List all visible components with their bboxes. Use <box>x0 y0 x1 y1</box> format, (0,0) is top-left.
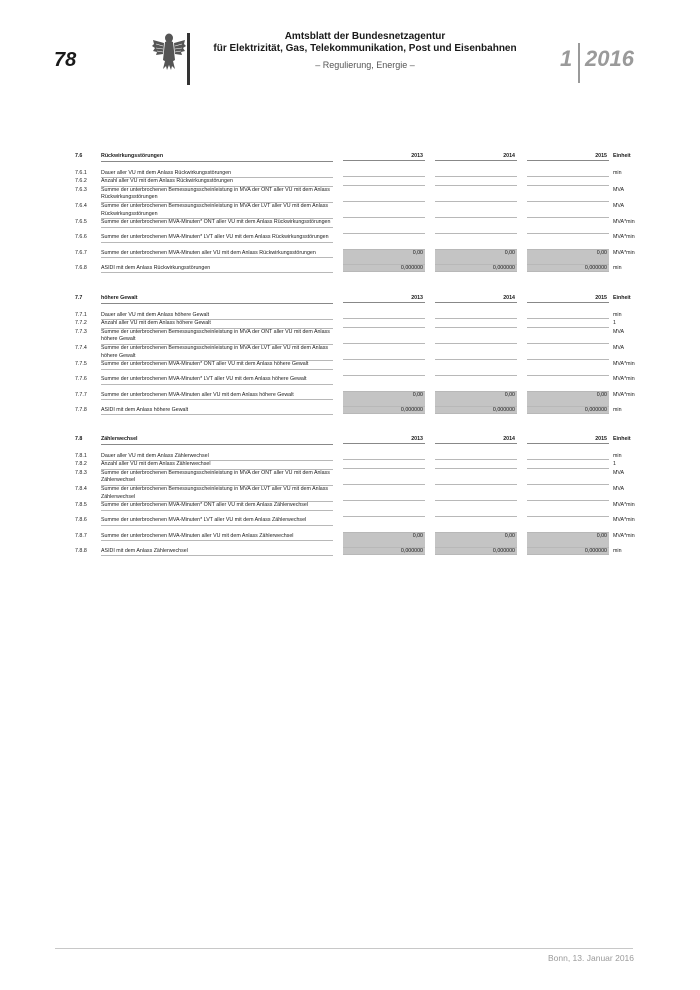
row-unit: MVA*min <box>613 249 635 256</box>
table-row <box>75 453 645 462</box>
row-number: 7.7.4 <box>75 344 87 351</box>
table-row <box>75 265 645 274</box>
table-row <box>75 203 645 219</box>
row-number: 7.7.1 <box>75 311 87 318</box>
issue-number: 1 <box>560 46 573 71</box>
gazette-title-line2: für Elektrizität, Gas, Telekommunikation, Post und Eisenbahnen <box>213 43 517 54</box>
col-header-2013: 2013 <box>343 153 425 161</box>
gazette-subtitle: – Regulierung, Energie – <box>315 60 415 70</box>
gazette-title-line1: Amtsblatt der Bundesnetzagentur <box>284 31 446 42</box>
section-number: 7.7 <box>75 295 83 301</box>
cell-2013 <box>343 178 425 186</box>
row-number: 7.7.7 <box>75 391 87 398</box>
cell-2013 <box>343 517 425 532</box>
cell-2015 <box>527 203 609 218</box>
section-header <box>75 295 645 304</box>
cell-2015: 0,000000 <box>527 265 609 273</box>
table-row <box>75 250 645 265</box>
row-label: Summe der unterbrochenen MVA-Minuten aller VU mit dem Anlass höhere Gewalt <box>101 392 333 401</box>
row-number: 7.8.6 <box>75 517 87 524</box>
cell-2015: 0,000000 <box>527 407 609 415</box>
table-row <box>75 376 645 391</box>
table-row <box>75 170 645 179</box>
cell-2013 <box>343 453 425 461</box>
cell-2014: 0,000000 <box>435 265 517 273</box>
cell-2015 <box>527 453 609 461</box>
row-label: Summe der unterbrochenen MVA-Minuten* ONT aller VU mit dem Anlass höhere Gewalt <box>101 361 333 370</box>
row-label: Summe der unterbrochenen MVA-Minuten* ONT aller VU mit dem Anlass Rückwirkungsstörungen <box>101 219 333 228</box>
cell-2014 <box>435 203 517 218</box>
section-title: höhere Gewalt <box>101 295 333 304</box>
cell-2013: 0,00 <box>343 250 425 265</box>
cell-2013: 0,00 <box>343 533 425 548</box>
table-row <box>75 234 645 249</box>
section-header <box>75 153 645 162</box>
row-unit: MVA*min <box>613 502 635 509</box>
cell-2015: 0,00 <box>527 533 609 548</box>
row-label: Summe der unterbrochenen Bemessungsscheinleistung in MVA der LVT aller VU mit dem Anlass Zählerwechsel <box>101 486 333 502</box>
cell-2014 <box>435 312 517 320</box>
cell-2014 <box>435 234 517 249</box>
cell-2014 <box>435 170 517 178</box>
row-label: Anzahl aller VU mit dem Anlass Zählerwechsel <box>101 461 333 470</box>
cell-2013 <box>343 486 425 501</box>
row-unit: 1 <box>613 320 616 327</box>
cell-2015 <box>527 345 609 360</box>
cell-2014 <box>435 178 517 186</box>
row-unit: MVA*min <box>613 234 635 241</box>
section-7-8 <box>75 436 645 556</box>
col-header-unit: Einheit <box>613 436 631 442</box>
row-label: Anzahl aller VU mit dem Anlass höhere Gewalt <box>101 320 333 329</box>
section-header <box>75 436 645 445</box>
row-label: Summe der unterbrochenen Bemessungsscheinleistung in MVA der LVT aller VU mit dem Anlass Rückwirkungsstörungen <box>101 203 333 219</box>
row-number: 7.7.8 <box>75 406 87 413</box>
table-row <box>75 361 645 376</box>
cell-2013 <box>343 320 425 328</box>
cell-2013 <box>343 312 425 320</box>
cell-2015 <box>527 312 609 320</box>
cell-2015: 0,000000 <box>527 548 609 556</box>
row-label: Summe der unterbrochenen Bemessungsscheinleistung in MVA der ONT aller VU mit dem Anlass höhere Gewalt <box>101 329 333 345</box>
cell-2013: 0,000000 <box>343 265 425 273</box>
cell-2013 <box>343 187 425 202</box>
col-header-2013: 2013 <box>343 295 425 303</box>
row-number: 7.7.6 <box>75 376 87 383</box>
col-header-2015: 2015 <box>527 153 609 161</box>
cell-2013 <box>343 361 425 376</box>
cell-2014 <box>435 502 517 517</box>
row-number: 7.6.7 <box>75 249 87 256</box>
row-number: 7.7.2 <box>75 320 87 327</box>
cell-2014 <box>435 453 517 461</box>
section-7-6 <box>75 153 645 273</box>
cell-2014: 0,000000 <box>435 407 517 415</box>
cell-2015 <box>527 502 609 517</box>
col-header-unit: Einheit <box>613 295 631 301</box>
row-label: Summe der unterbrochenen Bemessungsscheinleistung in MVA der ONT aller VU mit dem Anlass Zählerwechsel <box>101 470 333 486</box>
cell-2015 <box>527 219 609 234</box>
section-number: 7.8 <box>75 436 83 442</box>
row-number: 7.8.2 <box>75 461 87 468</box>
cell-2015 <box>527 486 609 501</box>
row-unit: MVA*min <box>613 376 635 383</box>
cell-2015 <box>527 320 609 328</box>
table-row <box>75 178 645 187</box>
row-label: Anzahl aller VU mit dem Anlass Rückwirkungsstörungen <box>101 178 333 187</box>
row-number: 7.6.1 <box>75 169 87 176</box>
cell-2014 <box>435 486 517 501</box>
table-row <box>75 187 645 203</box>
cell-2013: 0,00 <box>343 392 425 407</box>
table-row <box>75 345 645 361</box>
row-unit: min <box>613 547 622 554</box>
row-number: 7.6.2 <box>75 178 87 185</box>
cell-2015 <box>527 470 609 485</box>
cell-2013 <box>343 376 425 391</box>
row-unit: MVA*min <box>613 361 635 368</box>
cell-2013 <box>343 502 425 517</box>
footer-date: Bonn, 13. Januar 2016 <box>547 953 634 963</box>
row-label: Dauer aller VU mit dem Anlass Zählerwechsel <box>101 453 333 462</box>
section-title: Rückwirkungsstörungen <box>101 153 333 162</box>
row-unit: MVA <box>613 202 625 209</box>
cell-2013: 0,000000 <box>343 407 425 415</box>
cell-2013 <box>343 234 425 249</box>
row-label: Summe der unterbrochenen MVA-Minuten* LVT aller VU mit dem Anlass höhere Gewalt <box>101 376 333 385</box>
cell-2013 <box>343 461 425 469</box>
row-unit: min <box>613 311 622 318</box>
cell-2015 <box>527 461 609 469</box>
cell-2014 <box>435 517 517 532</box>
cell-2015 <box>527 376 609 391</box>
row-unit: MVA <box>613 328 625 335</box>
table-row <box>75 517 645 532</box>
row-label: ASIDI mit dem Anlass Rückwirkungsstörungen <box>101 265 333 274</box>
col-header-2015: 2015 <box>527 295 609 303</box>
page-number: 78 <box>54 49 77 71</box>
row-label: Summe der unterbrochenen MVA-Minuten* LVT aller VU mit dem Anlass Rückwirkungsstörungen <box>101 234 333 243</box>
cell-2013 <box>343 203 425 218</box>
cell-2014 <box>435 219 517 234</box>
col-header-2015: 2015 <box>527 436 609 444</box>
row-number: 7.8.8 <box>75 547 87 554</box>
cell-2015 <box>527 361 609 376</box>
table-row <box>75 392 645 407</box>
row-unit: MVA <box>613 344 625 351</box>
section-number: 7.6 <box>75 153 83 159</box>
cell-2014 <box>435 361 517 376</box>
table-row <box>75 329 645 345</box>
cell-2013 <box>343 170 425 178</box>
cell-2015: 0,00 <box>527 250 609 265</box>
row-label: Summe der unterbrochenen MVA-Minuten aller VU mit dem Anlass Rückwirkungsstörungen <box>101 250 333 259</box>
row-unit: 1 <box>613 461 616 468</box>
footer-divider <box>55 948 633 949</box>
issue-divider <box>578 43 580 83</box>
row-number: 7.7.3 <box>75 328 87 335</box>
row-unit: MVA*min <box>613 532 635 539</box>
row-number: 7.6.3 <box>75 186 87 193</box>
table-row <box>75 320 645 329</box>
row-label: Summe der unterbrochenen Bemessungsscheinleistung in MVA der LVT aller VU mit dem Anlass höhere Gewalt <box>101 345 333 361</box>
row-number: 7.8.5 <box>75 502 87 509</box>
cell-2015 <box>527 329 609 344</box>
cell-2015: 0,00 <box>527 392 609 407</box>
table-row <box>75 486 645 502</box>
row-label: Dauer aller VU mit dem Anlass Rückwirkungsstörungen <box>101 170 333 179</box>
cell-2015 <box>527 187 609 202</box>
cell-2013 <box>343 219 425 234</box>
row-number: 7.8.7 <box>75 532 87 539</box>
cell-2014: 0,00 <box>435 533 517 548</box>
section-7-7 <box>75 295 645 415</box>
cell-2014 <box>435 345 517 360</box>
cell-2014: 0,00 <box>435 392 517 407</box>
table-row <box>75 502 645 517</box>
row-label: Summe der unterbrochenen MVA-Minuten* LVT aller VU mit dem Anlass Zählerwechsel <box>101 517 333 526</box>
federal-eagle-icon <box>151 30 187 72</box>
col-header-unit: Einheit <box>613 153 631 159</box>
cell-2014: 0,000000 <box>435 548 517 556</box>
cell-2014 <box>435 376 517 391</box>
cell-2014 <box>435 329 517 344</box>
row-number: 7.8.3 <box>75 469 87 476</box>
cell-2015 <box>527 178 609 186</box>
row-unit: min <box>613 406 622 413</box>
cell-2014 <box>435 461 517 469</box>
row-number: 7.8.4 <box>75 485 87 492</box>
cell-2013 <box>343 470 425 485</box>
row-unit: MVA*min <box>613 219 635 226</box>
table-row <box>75 533 645 548</box>
row-label: Summe der unterbrochenen MVA-Minuten aller VU mit dem Anlass Zählerwechsel <box>101 533 333 542</box>
cell-2014 <box>435 470 517 485</box>
table-row <box>75 470 645 486</box>
issue-year: 2016 <box>585 46 634 71</box>
cell-2015 <box>527 170 609 178</box>
row-number: 7.6.6 <box>75 234 87 241</box>
col-header-2014: 2014 <box>435 295 517 303</box>
cell-2015 <box>527 517 609 532</box>
row-number: 7.6.8 <box>75 264 87 271</box>
row-label: ASIDI mit dem Anlass höhere Gewalt <box>101 407 333 416</box>
row-label: Summe der unterbrochenen Bemessungsscheinleistung in MVA der ONT aller VU mit dem Anlass Rückwirkungsstörungen <box>101 187 333 203</box>
row-number: 7.6.4 <box>75 202 87 209</box>
gazette-title <box>200 31 530 55</box>
row-label: Summe der unterbrochenen MVA-Minuten* ONT aller VU mit dem Anlass Zählerwechsel <box>101 502 333 511</box>
cell-2013 <box>343 345 425 360</box>
row-unit: min <box>613 169 622 176</box>
cell-2015 <box>527 234 609 249</box>
row-unit: MVA*min <box>613 391 635 398</box>
cell-2014 <box>435 320 517 328</box>
row-label: Dauer aller VU mit dem Anlass höhere Gewalt <box>101 312 333 321</box>
row-unit: MVA <box>613 186 625 193</box>
table-row <box>75 461 645 470</box>
header-divider <box>187 33 190 85</box>
col-header-2014: 2014 <box>435 436 517 444</box>
cell-2013 <box>343 329 425 344</box>
row-number: 7.8.1 <box>75 452 87 459</box>
row-unit: min <box>613 452 622 459</box>
col-header-2014: 2014 <box>435 153 517 161</box>
table-row <box>75 312 645 321</box>
cell-2014: 0,00 <box>435 250 517 265</box>
row-unit: min <box>613 264 622 271</box>
cell-2013: 0,000000 <box>343 548 425 556</box>
row-number: 7.7.5 <box>75 361 87 368</box>
cell-2014 <box>435 187 517 202</box>
table-row <box>75 219 645 234</box>
row-label: ASIDI mit dem Anlass Zählerwechsel <box>101 548 333 557</box>
row-number: 7.6.5 <box>75 219 87 226</box>
row-unit: MVA*min <box>613 517 635 524</box>
row-unit: MVA <box>613 485 625 492</box>
row-unit: MVA <box>613 469 625 476</box>
table-row <box>75 548 645 557</box>
table-row <box>75 407 645 416</box>
col-header-2013: 2013 <box>343 436 425 444</box>
section-title: Zählerwechsel <box>101 436 333 445</box>
